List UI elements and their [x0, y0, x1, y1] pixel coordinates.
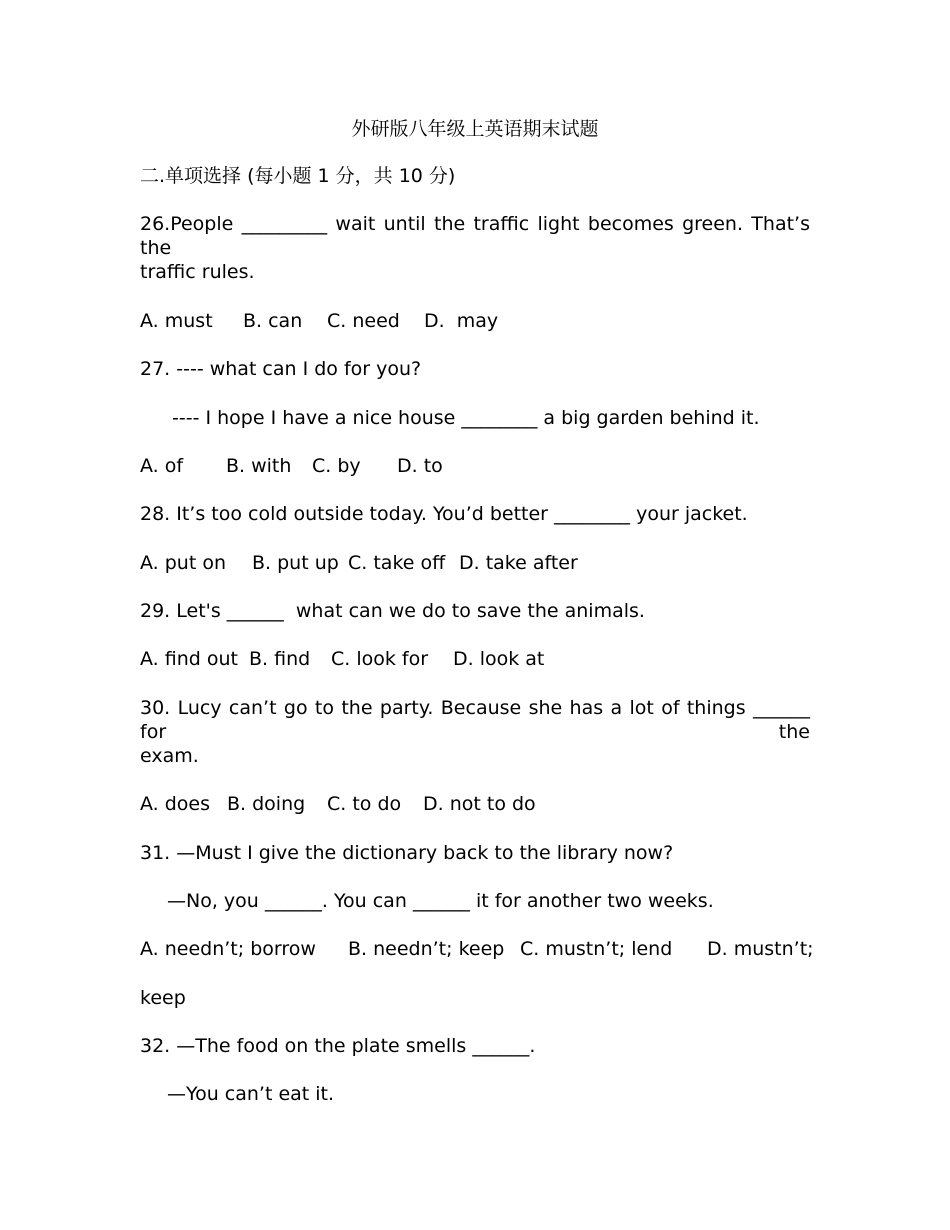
option-b: B. with [226, 455, 292, 477]
option-a: A. does [140, 793, 211, 815]
question-31-stem: 31. —Must I give the dictionary back to the library now? [140, 842, 674, 864]
option-a: A. needn’t; borrow [140, 938, 316, 960]
question-26-stem-cont: traffic rules. [140, 261, 255, 283]
option-d: D. to [397, 455, 443, 477]
option-a: A. of [140, 455, 184, 477]
option-d: D. may [424, 310, 499, 332]
section-heading: 二.单项选择 (每小题 1 分，共 10 分) [140, 165, 456, 187]
question-32-stem-cont: —You can’t eat it. [167, 1083, 335, 1105]
option-b: B. put up [252, 552, 339, 574]
document-title: 外研版八年级上英语期末试题 [351, 118, 599, 140]
question-30-stem-cont: exam. [140, 745, 199, 767]
option-d: D. not to do [423, 793, 536, 815]
question-28-stem: 28. It’s too cold outside today. You’d better ________ your jacket. [140, 503, 748, 525]
option-d: D. take after [459, 552, 578, 574]
question-32-stem: 32. —The food on the plate smells ______. [140, 1035, 536, 1057]
option-c: C. to do [327, 793, 402, 815]
question-29-stem: 29. Let's ______ what can we do to save the animals. [140, 600, 645, 622]
option-c: C. take off [348, 552, 446, 574]
question-31-stem-cont: —No, you ______. You can ______ it for another two weeks. [167, 890, 714, 912]
option-a: A. must [140, 310, 213, 332]
option-c: C. mustn’t; lend [520, 938, 673, 960]
option-a: A. find out [140, 648, 238, 670]
option-d: D. mustn’t; [707, 938, 814, 960]
option-b: B. find [249, 648, 311, 670]
option-c: C. look for [331, 648, 429, 670]
question-27-stem: 27. ---- what can I do for you? [140, 358, 422, 380]
question-31-options-cont: keep [140, 987, 186, 1009]
option-b: B. needn’t; keep [348, 938, 505, 960]
option-b: B. doing [227, 793, 306, 815]
question-27-stem-cont: ---- I hope I have a nice house ________ a big garden behind it. [172, 407, 760, 429]
option-c: C. by [312, 455, 361, 477]
option-b: B. can [243, 310, 303, 332]
option-d: D. look at [453, 648, 545, 670]
option-c: C. need [327, 310, 400, 332]
question-26-stem: 26.People _________ wait until the traffic light becomes green. That’s the [140, 213, 810, 259]
question-30-stem: 30. Lucy can’t go to the party. Because she has a lot of things ______ for the [140, 697, 810, 743]
option-a: A. put on [140, 552, 227, 574]
